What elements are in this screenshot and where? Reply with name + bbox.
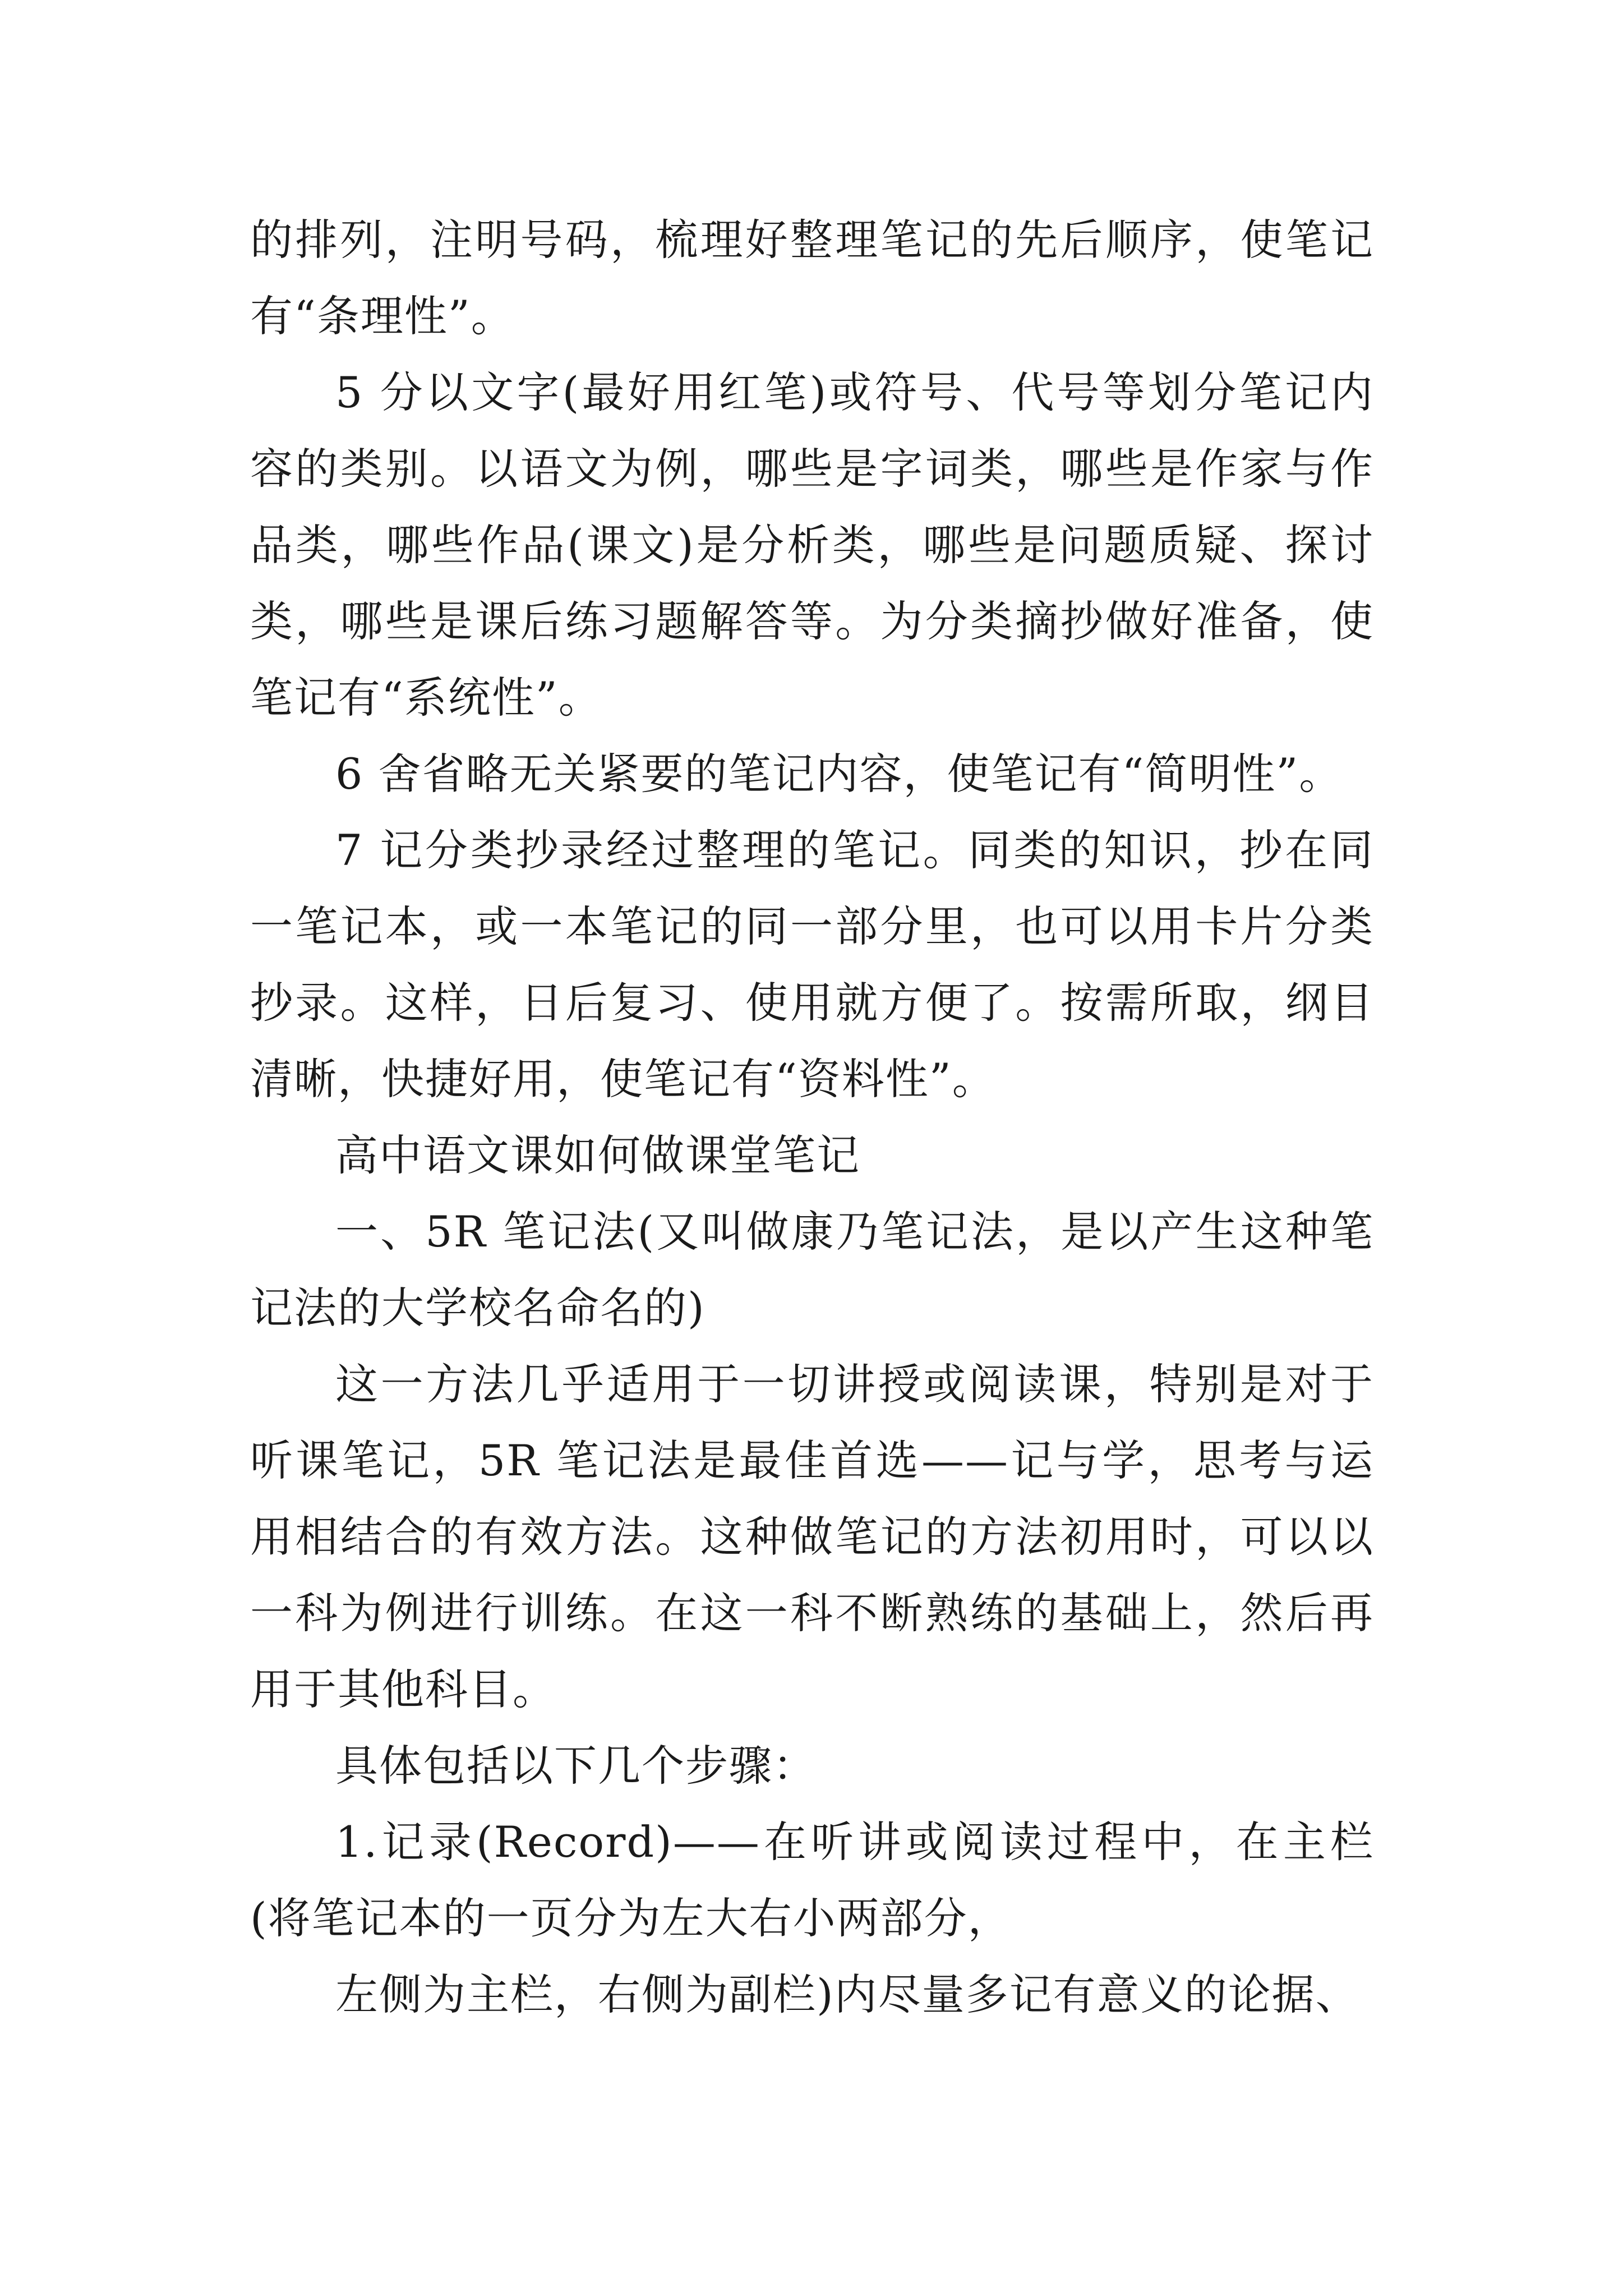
- paragraph-step-record: 1.记录(Record)——在听讲或阅读过程中，在主栏(将笔记本的一页分为左大右小两部分，: [250, 1817, 1374, 1943]
- subsection-heading-5r: 一、5R 笔记法(又叫做康乃笔记法，是以产生这种笔记法的大学校名命名的): [250, 1207, 1374, 1333]
- paragraph-item-6: 6 舍省略无关紧要的笔记内容，使笔记有“简明性”。: [335, 749, 1343, 799]
- document-body: [250, 202, 1374, 2033]
- paragraph-continuation: 的排列，注明号码，梳理好整理笔记的先后顺序，使笔记有“条理性”。: [250, 215, 1374, 341]
- paragraph-item-5: 5 分以文字(最好用红笔)或符号、代号等划分笔记内容的类别。以语文为例，哪些是字词类，哪些是作家与作品类，哪些作品(课文)是分析类，哪些是问题质疑、探讨类，哪些是课后练习题解答等。为分类摘抄做好准备，使笔记有“系统性”。: [250, 367, 1374, 723]
- paragraph-method-description: 这一方法几乎适用于一切讲授或阅读课，特别是对于听课笔记，5R 笔记法是最佳首选——记与学，思考与运用相结合的有效方法。这种做笔记的方法初用时，可以以一科为例进行训练。在这一科不断熟练的基础上，然后再用于其他科目。: [250, 1359, 1374, 1714]
- paragraph-step-record-continued: 左侧为主栏，右侧为副栏)内尽量多记有意义的论据、: [335, 1970, 1359, 2019]
- paragraph-item-7: 7 记分类抄录经过整理的笔记。同类的知识，抄在同一笔记本，或一本笔记的同一部分里，也可以用卡片分类抄录。这样，日后复习、使用就方便了。按需所取，纲目清晰，快捷好用，使笔记有“资料性”。: [250, 825, 1374, 1104]
- paragraph-steps-intro: 具体包括以下几个步骤：: [335, 1741, 817, 1791]
- section-heading: 高中语文课如何做课堂笔记: [335, 1130, 860, 1180]
